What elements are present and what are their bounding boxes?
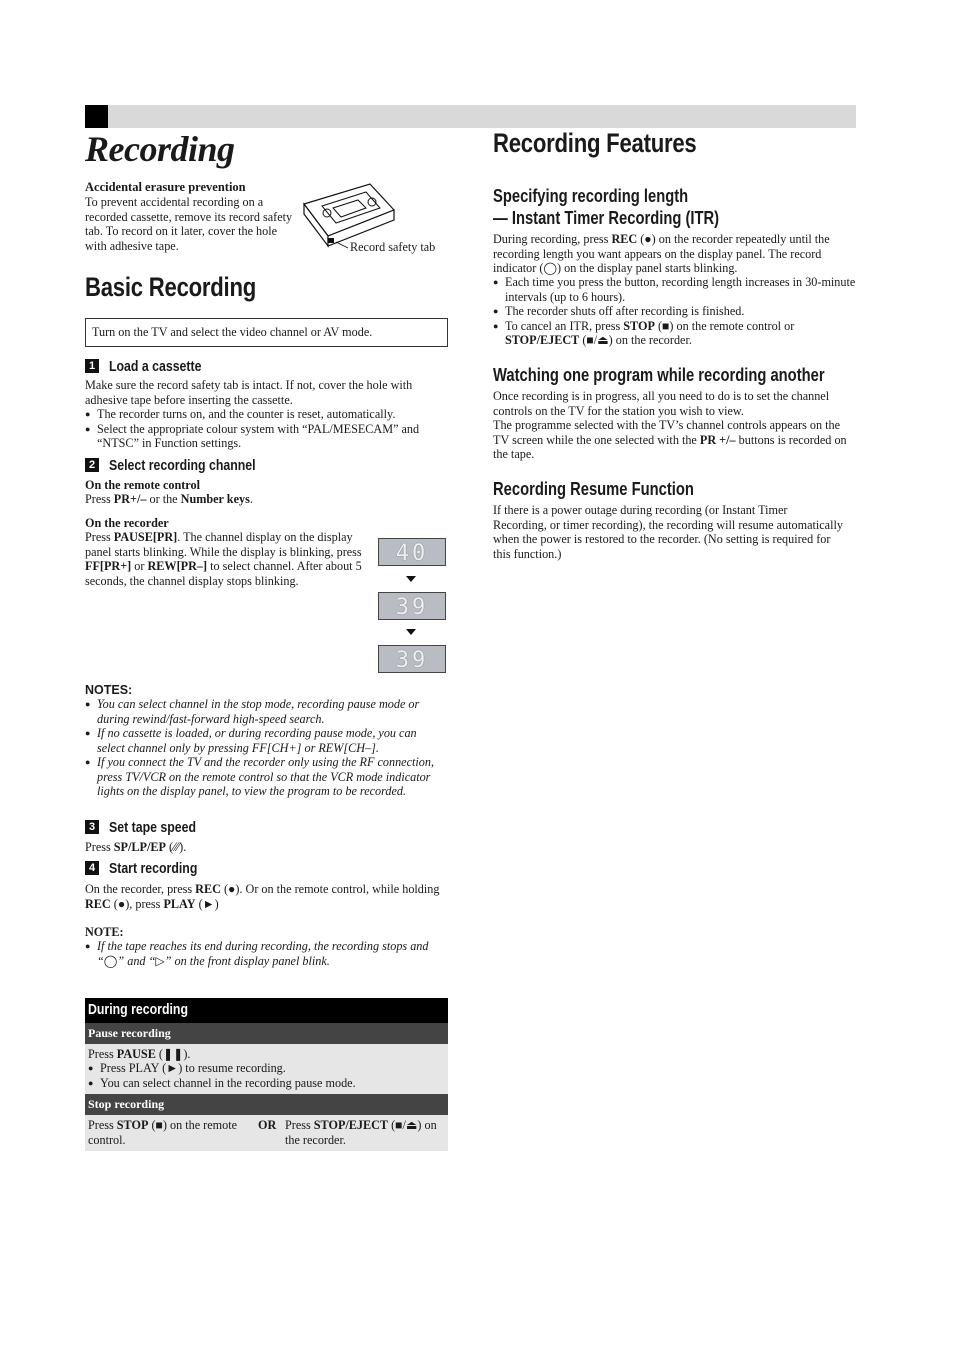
text-run: Press — [88, 1118, 117, 1132]
text-run: ( — [165, 840, 174, 854]
pr-key: PR+/– — [113, 492, 147, 506]
rec-key: REC — [85, 896, 111, 911]
channel-display-3 — [378, 645, 446, 673]
notes-list — [85, 697, 447, 799]
pause-body — [85, 1044, 448, 1094]
resume-text: If there is a power outage during recording (or Instant Timer Recording, or timer recording), the recording will resume automatically when the power is restored to the recorder. (No setting is required for this function.) — [493, 503, 843, 561]
stop-eject-key: STOP/EJECT — [505, 333, 580, 347]
page-title: Recording — [85, 129, 235, 169]
step4-text — [85, 882, 447, 911]
header-bar — [85, 105, 856, 128]
table-title: During recording — [88, 1002, 188, 1018]
remote-heading: On the remote control — [85, 478, 200, 492]
text-run: (●), press — [110, 896, 164, 911]
pause-text — [88, 1047, 190, 1062]
step4-title: Start recording — [109, 861, 198, 877]
text-run: (■) on the remote control. — [88, 1118, 237, 1147]
arrow-down-icon — [406, 629, 416, 635]
note-heading: NOTE: — [85, 925, 124, 939]
text-run: Press — [85, 840, 114, 854]
itr-bullets — [493, 275, 856, 348]
display-value: 39 — [395, 595, 429, 620]
pause-subheader-text: Pause recording — [88, 1026, 171, 1040]
play-key: PLAY — [163, 896, 196, 911]
list-item: ● You can select channel in the stop mode, recording pause mode or during rewind/fast-forward high-speed search. — [85, 697, 447, 726]
number-keys: Number keys — [180, 492, 250, 506]
text-run: (■) on the remote control or — [654, 318, 795, 333]
list-item: ● If you connect the TV and the recorder only using the RF connection, press TV/VCR on the remote control so that the VCR mode indicator lights on the display panel, to view the program to be recorded. — [85, 755, 447, 799]
watching-heading: Watching one program while recording another — [493, 365, 825, 385]
list-item: ● Select the appropriate colour system with “PAL/MESECAM” and “NTSC” in Function settings. — [85, 422, 447, 451]
text-run: To cancel an ITR, press — [505, 318, 624, 333]
text-run: (❚❚). — [155, 1047, 191, 1061]
step3-number: 3 — [85, 820, 99, 834]
arrow-down-icon — [406, 576, 416, 582]
step1-title: Load a cassette — [109, 359, 202, 375]
itr-heading-2: — Instant Timer Recording (ITR) — [493, 208, 720, 228]
stop-subheader — [85, 1094, 448, 1115]
stop-right-text — [285, 1118, 447, 1147]
text-run: Press — [285, 1118, 314, 1132]
rec-key: REC — [611, 232, 638, 246]
remote-text — [85, 492, 253, 507]
channel-display-1 — [378, 538, 446, 566]
text-run: On the recorder, press — [85, 882, 196, 896]
text-run: or the — [146, 492, 181, 506]
step1-bullets — [85, 407, 447, 451]
pause-subheader — [85, 1023, 448, 1044]
pause-bullets — [88, 1061, 443, 1090]
notes-heading: NOTES: — [85, 683, 133, 697]
header-black-square — [85, 105, 108, 128]
text-run: buttons is recorded on the tape. — [493, 432, 847, 461]
stop-left-text — [88, 1118, 248, 1147]
step3-text — [85, 840, 186, 855]
text-run: . — [249, 492, 253, 506]
pause-key: PAUSE — [116, 1047, 156, 1061]
rew-key: REW[PR–] — [147, 559, 208, 573]
text-run: ). — [179, 840, 187, 854]
text-run: Press — [88, 1047, 117, 1061]
list-item: ● Each time you press the button, recording length increases in 30-minute intervals (up to 6 hours). — [493, 275, 856, 304]
speed-icon: ⁄⁄⁄ — [173, 840, 180, 854]
list-item: ● You can select channel in the recording pause mode. — [88, 1076, 443, 1091]
note-list — [85, 939, 447, 968]
table-header — [85, 998, 448, 1023]
text-run: The programme selected with the TV’s channel controls appears on the TV screen while the one selected with the — [493, 418, 841, 447]
pr-key: PR +/– — [699, 432, 736, 447]
display-value: 40 — [395, 541, 429, 566]
text-run: (●) on the recorder repeatedly until the recording length you want appears on the display panel. The record indicator (◯) on the display panel starts blinking. — [493, 232, 830, 275]
step3-title: Set tape speed — [109, 820, 196, 836]
list-item: ● The recorder shuts off after recording is finished. — [493, 304, 856, 319]
ff-key: FF[PR+] — [85, 559, 132, 573]
list-item: ● The recorder turns on, and the counter is reset, automatically. — [85, 407, 447, 422]
recorder-text — [85, 530, 370, 588]
text-run: Press — [85, 530, 114, 544]
instruction-box — [85, 318, 448, 347]
list-item — [493, 319, 856, 348]
sp-lp-ep-key: SP/LP/EP — [113, 840, 166, 854]
stop-key: STOP — [623, 318, 655, 333]
step1-header — [85, 359, 218, 377]
basic-recording-heading: Basic Recording — [85, 272, 257, 302]
stop-eject-key: STOP/EJECT — [313, 1118, 389, 1132]
erasure-heading: Accidental erasure prevention — [85, 180, 246, 194]
recorder-heading: On the recorder — [85, 516, 169, 530]
display-value: 39 — [395, 648, 429, 673]
step2-number: 2 — [85, 458, 99, 472]
text-run: Press — [85, 492, 114, 506]
text-run: (►) — [195, 896, 219, 911]
text-run: During recording, press — [493, 232, 612, 246]
stop-subheader-text: Stop recording — [88, 1097, 165, 1111]
itr-text — [493, 232, 856, 276]
during-recording-table — [85, 998, 448, 1151]
text-run: (■/⏏) on the recorder. — [285, 1118, 437, 1147]
step1-text: Make sure the record safety tab is intact. If not, cover the hole with adhesive tape before inserting the cassette. — [85, 378, 413, 407]
or-label: OR — [258, 1118, 277, 1132]
text-run: Once recording is in progress, all you need to do is to set the channel controls on the TV for the station you wish to view. — [493, 389, 830, 418]
text-run: . The channel display on the display panel starts blinking. While the display is blinking, press — [85, 530, 362, 559]
recording-features-heading: Recording Features — [493, 128, 697, 158]
step2-header — [85, 458, 281, 476]
list-item: ● If the tape reaches its end during recording, the recording stops and “◯” and “▷” on the front display panel blink. — [85, 939, 447, 968]
safety-tab-caption: Record safety tab — [350, 240, 436, 254]
list-item: ● If no cassette is loaded, or during recording pause mode, you can select channel only by pressing FF[CH+] or REW[CH–]. — [85, 726, 447, 755]
resume-heading: Recording Resume Function — [493, 479, 694, 499]
watching-text — [493, 389, 856, 462]
itr-heading-1: Specifying recording length — [493, 186, 689, 206]
text-run: (■/⏏) on the recorder. — [579, 333, 692, 347]
text-run: or — [131, 559, 148, 573]
rec-key: REC — [195, 882, 221, 896]
erasure-text: To prevent accidental recording on a recorded cassette, remove its record safety tab. To record on it later, cover the hole with adhesive tape. — [85, 195, 293, 253]
step4-number: 4 — [85, 861, 99, 875]
step3-header — [85, 820, 211, 838]
channel-display-2 — [378, 592, 446, 620]
list-item: ● Press PLAY (►) to resume recording. — [88, 1061, 443, 1076]
text-run: to select channel. After about 5 seconds, the channel display stops blinking. — [85, 559, 362, 588]
stop-body — [85, 1115, 448, 1151]
step2-title: Select recording channel — [109, 458, 256, 474]
step4-header — [85, 861, 213, 879]
stop-key: STOP — [116, 1118, 149, 1132]
step1-number: 1 — [85, 359, 99, 373]
pause-key: PAUSE[PR] — [113, 530, 178, 544]
text-run: (●). Or on the remote control, while holding — [220, 882, 440, 896]
instruction-box-text: Turn on the TV and select the video channel or AV mode. — [92, 325, 373, 339]
